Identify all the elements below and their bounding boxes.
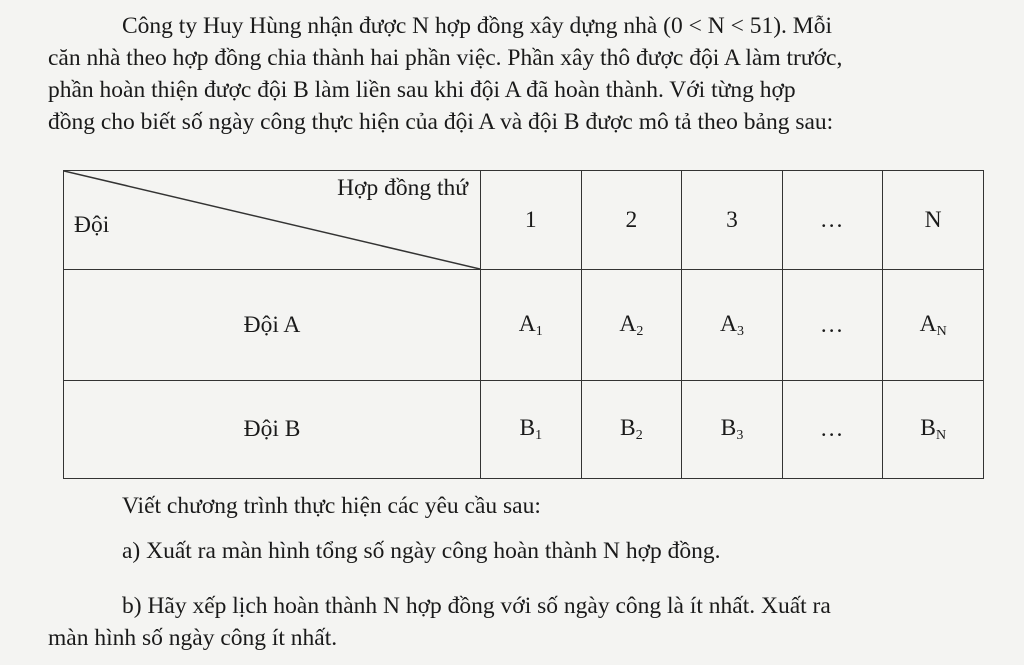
requirement-b: [48, 590, 998, 654]
requirement-b-line: màn hình số ngày công ít nhất.: [48, 625, 338, 651]
table-cell: [581, 270, 682, 381]
table-cell: [883, 381, 984, 479]
contract-number-header: N: [883, 171, 984, 270]
intro-line: căn nhà theo hợp đồng chia thành hai phần việc. Phần xây thô được đội A làm trước,: [48, 45, 843, 71]
contracts-table: [63, 170, 984, 479]
cell-subscript: 1: [535, 323, 543, 339]
cell-subscript: 2: [635, 428, 643, 443]
cell-symbol: …: [819, 311, 846, 338]
cell-subscript: N: [935, 428, 947, 443]
intro-line: Công ty Huy Hùng nhận được N hợp đồng xây dựng nhà (0 < N < 51). Mỗi: [122, 13, 832, 39]
table-row: [64, 381, 984, 479]
cell-symbol: B: [920, 415, 936, 441]
table-row: [64, 270, 984, 381]
column-axis-label: Hợp đồng thứ: [337, 175, 468, 201]
table-cell: [682, 270, 783, 381]
cell-symbol: B: [720, 415, 737, 441]
contract-number-header: 2: [581, 171, 682, 270]
team-label: Đội B: [64, 381, 481, 479]
intro-paragraph: [48, 10, 998, 138]
cell-symbol: A: [719, 310, 737, 337]
cell-symbol: A: [919, 310, 937, 337]
table-cell: [682, 381, 783, 479]
diagonal-header-cell: [64, 171, 481, 270]
cell-symbol: …: [819, 416, 846, 442]
requirements-lead-text: Viết chương trình thực hiện các yêu cầu sau:: [122, 493, 541, 519]
table-cell: [883, 270, 984, 381]
requirements-lead: [48, 490, 998, 522]
cell-symbol: A: [619, 310, 637, 337]
cell-subscript: 3: [736, 428, 744, 443]
table-header-row: [64, 171, 984, 270]
table-cell: [481, 381, 582, 479]
team-label: Đội A: [64, 270, 481, 381]
contract-number-header: 3: [682, 171, 783, 270]
requirement-a: [48, 535, 998, 567]
contract-number-header: 1: [481, 171, 582, 270]
row-axis-label: Đội: [74, 212, 110, 238]
cell-subscript: 1: [535, 428, 543, 443]
requirement-a-text: a) Xuất ra màn hình tổng số ngày công hoàn thành N hợp đồng.: [122, 538, 721, 564]
cell-subscript: 3: [736, 323, 744, 339]
table-cell: [481, 270, 582, 381]
table-cell: [581, 381, 682, 479]
intro-line: phần hoàn thiện được đội B làm liền sau khi đội A đã hoàn thành. Với từng hợp: [48, 77, 796, 103]
table-cell: [782, 270, 883, 381]
intro-line: đồng cho biết số ngày công thực hiện của đội A và đội B được mô tả theo bảng sau:: [48, 109, 834, 135]
cell-symbol: B: [620, 415, 636, 441]
table-cell: [782, 381, 883, 479]
cell-symbol: A: [518, 310, 536, 337]
cell-symbol: B: [519, 415, 536, 441]
contract-number-header: …: [782, 171, 883, 270]
cell-subscript: N: [936, 323, 947, 339]
cell-subscript: 2: [636, 323, 644, 339]
requirement-b-line: b) Hãy xếp lịch hoàn thành N hợp đồng với số ngày công là ít nhất. Xuất ra: [122, 593, 831, 619]
